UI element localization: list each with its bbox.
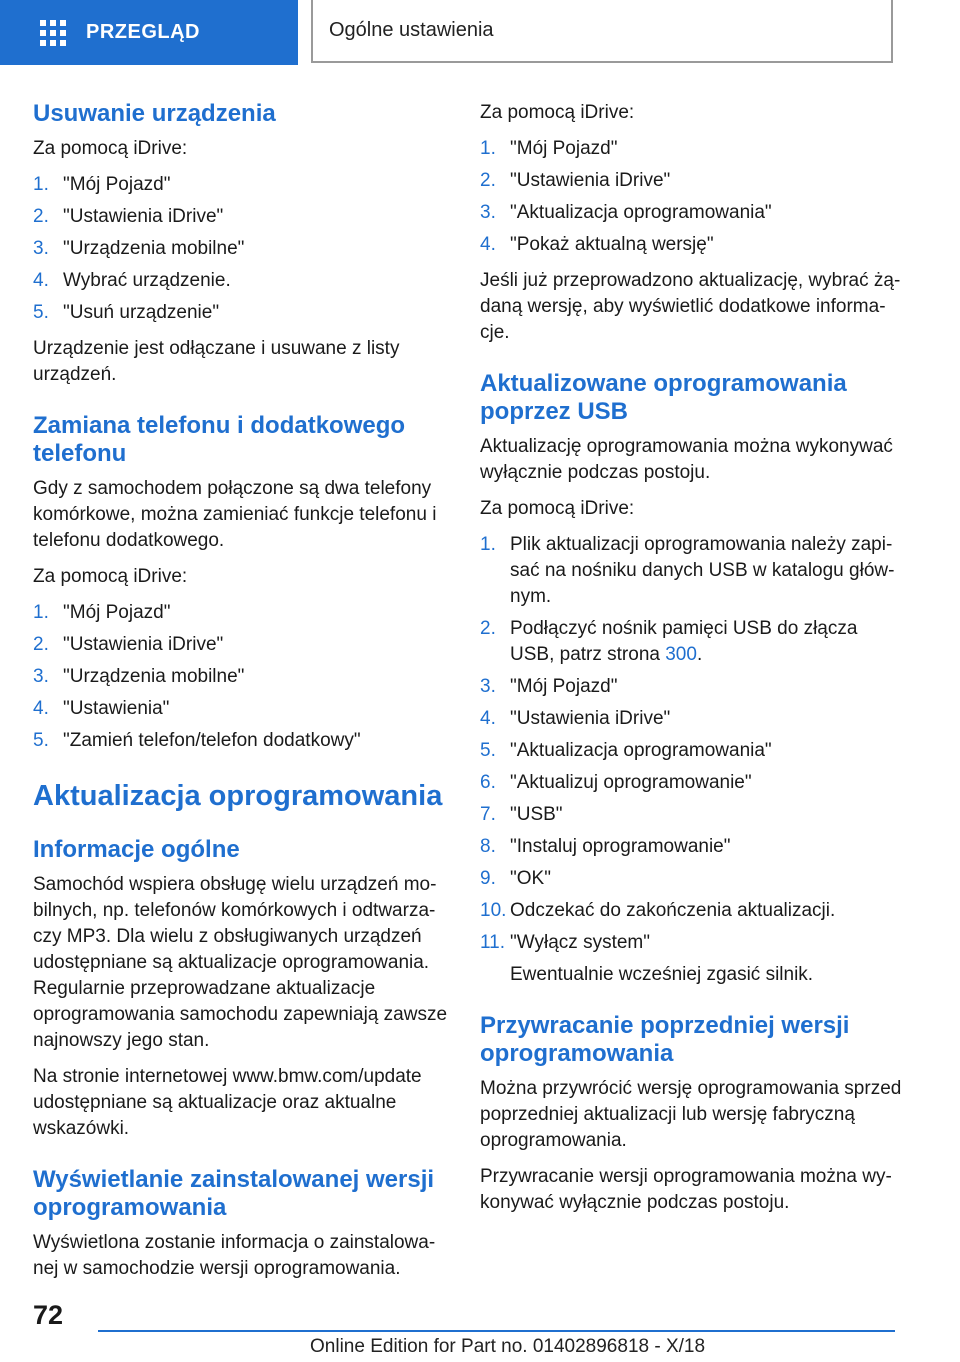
list-item: 4. "Ustawienia iDrive" — [480, 708, 671, 729]
heading-general-info: Informacje ogólne — [33, 836, 240, 863]
list-item: 11. "Wyłącz system" Ewentualnie wcześniej zgasić silnik. — [480, 932, 814, 985]
heading-usb-update: Aktualizowane oprogramowania poprzez USB — [480, 370, 847, 425]
list-item: 3. "Aktualizacja oprogramowania" — [480, 202, 772, 223]
list-item: 4. "Pokaż aktualną wersję" — [480, 234, 714, 255]
list-item: 5. "Usuń urządzenie" — [33, 302, 220, 323]
list-item: 10. Odczekać do zakończenia aktualizacji. — [480, 900, 836, 921]
paragraph-remove-result: Urządzenie jest odłączane i usuwane z listy urządzeń. — [33, 338, 400, 385]
overview-nav-label: PRZEGLĄD — [86, 21, 200, 43]
paragraph-show-version: Wyświetlona zostanie informacja o zainstalowanej w samochodzie wersji oprogramowania. — [33, 1232, 436, 1279]
paragraph-idrive: Za pomocą iDrive: — [480, 102, 635, 123]
list-item: 1. "Mój Pojazd" — [480, 138, 618, 159]
section-title-tab — [311, 0, 893, 63]
paragraph-idrive: Za pomocą iDrive: — [480, 498, 635, 519]
footer-divider — [98, 1330, 895, 1332]
overview-nav-button[interactable] — [0, 0, 298, 65]
paragraph-idrive: Za pomocą iDrive: — [33, 566, 188, 587]
list-item: 6. "Aktualizuj oprogramowanie" — [480, 772, 752, 793]
list-item: 2. "Ustawienia iDrive" — [33, 634, 224, 655]
list-item: 4. Wybrać urządzenie. — [33, 270, 231, 291]
paragraph-swap: Gdy z samochodem połączone są dwa telefony komórkowe, można zamieniać funkcje telefonu i telefonu dodatkowego. — [33, 478, 437, 551]
paragraph-restore-note: Przywracanie wersji oprogramowania można wykonywać wyłącznie podczas postoju. — [480, 1166, 892, 1213]
list-item: 8. "Instaluj oprogramowanie" — [480, 836, 731, 857]
list-item: 1. Plik aktualizacji oprogramowania należy zapisać na nośniku danych USB w katalogu głównym. — [480, 534, 895, 607]
steps-swap-phone — [33, 600, 448, 754]
paragraph-select-version: Jeśli już przeprowadzono aktualizację, wybrać żądaną wersję, aby wyświetlić dodatkowe informacje. — [480, 270, 901, 343]
left-column — [33, 100, 448, 1292]
paragraph-restore: Można przywrócić wersję oprogramowania sprzed poprzedniej aktualizacji lub wersję fabryczną oprogramowania. — [480, 1078, 902, 1151]
grid-menu-icon — [40, 19, 68, 47]
list-item: 2. "Ustawienia iDrive" — [480, 170, 671, 191]
paragraph-idrive: Za pomocą iDrive: — [33, 138, 188, 159]
page-number: 72 — [33, 1300, 64, 1330]
list-item: 5. "Aktualizacja oprogramowania" — [480, 740, 772, 761]
list-item: 2. Podłączyć nośnik pamięci USB do złącza USB, patrz strona 300. — [480, 618, 858, 665]
list-item: 3. "Urządzenia mobilne" — [33, 238, 245, 259]
list-item: 3. "Mój Pojazd" — [480, 676, 618, 697]
steps-remove-device — [33, 172, 448, 326]
list-item: 1. "Mój Pojazd" — [33, 174, 171, 195]
paragraph-info: Samochód wspiera obsługę wielu urządzeń mobilnych, np. telefonów komórkowych i odtwarzaczy MP3. Dla wielu z obsługiwanych urządzeń udostępniane są aktualizacje oprogramowania. Regularnie przeprowadzane aktualizacje oprogramowania samochodu zapewniają zawsze najnowszy jego stan. — [33, 874, 448, 1051]
heading-show-version: Wyświetlanie zainstalowanej wersji oprogramowania — [33, 1166, 435, 1221]
list-item: 2. "Ustawienia iDrive" — [33, 206, 224, 227]
page-link[interactable]: 300 — [665, 644, 697, 665]
paragraph-info-web: Na stronie internetowej www.bmw.com/update udostępniane są aktualizacje oraz aktualne wskazówki. — [33, 1066, 422, 1139]
heading-swap-phone: Zamiana telefonu i dodatkowego telefonu — [33, 412, 406, 467]
right-column — [480, 100, 905, 1226]
heading-remove-device: Usuwanie urządzenia — [33, 100, 276, 127]
footer-edition: Online Edition for Part no. 01402896818 - X/18 — [310, 1336, 706, 1357]
section-title: Ogólne ustawienia — [329, 19, 494, 41]
paragraph-usb: Aktualizację oprogramowania można wykonywać wyłącznie podczas postoju. — [480, 436, 893, 483]
heading-restore-version: Przywracanie poprzedniej wersji oprogramowania — [480, 1012, 850, 1067]
list-item: 7. "USB" — [480, 804, 563, 825]
list-item: 1. "Mój Pojazd" — [33, 602, 171, 623]
steps-show-version — [480, 136, 905, 258]
list-item: 9. "OK" — [480, 868, 551, 889]
list-item: 5. "Zamień telefon/telefon dodatkowy" — [33, 730, 361, 751]
list-item: 3. "Urządzenia mobilne" — [33, 666, 245, 687]
heading-software-update: Aktualizacja oprogramowania — [33, 780, 443, 812]
list-item: 4. "Ustawienia" — [33, 698, 170, 719]
steps-usb-update — [480, 532, 905, 988]
